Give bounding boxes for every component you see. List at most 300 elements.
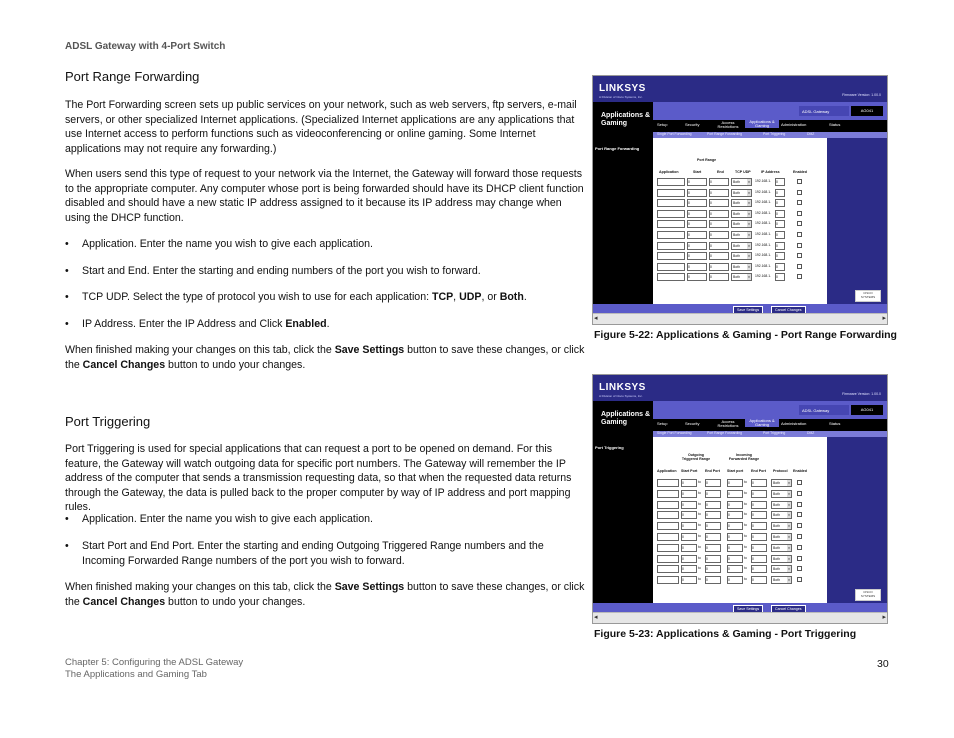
chevron-down-icon: ▾ — [748, 180, 750, 184]
cisco-logo: CISCO SYSTEMS — [855, 290, 881, 302]
forward-end-input[interactable]: 0 — [751, 522, 767, 530]
to-label: to — [744, 501, 747, 506]
column-header: IP Address — [761, 170, 780, 174]
subtab-port-triggering[interactable]: Port Triggering — [763, 132, 786, 136]
scroll-left-icon[interactable]: ◂ — [594, 315, 598, 322]
column-header: Enabled — [793, 469, 807, 473]
tab-setup[interactable]: Setup — [657, 122, 668, 127]
chevron-down-icon: ▾ — [788, 481, 790, 485]
tab-security[interactable]: Security — [685, 122, 700, 127]
trigger-start-input[interactable]: 0 — [681, 479, 697, 487]
trigger-end-input[interactable]: 0 — [705, 479, 721, 487]
ip-prefix: 192.168.1. — [755, 221, 772, 226]
save-settings-button[interactable]: Save Settings — [733, 306, 763, 314]
chevron-down-icon: ▾ — [788, 567, 790, 572]
enabled-checkbox[interactable] — [797, 253, 802, 258]
enabled-checkbox[interactable] — [797, 512, 802, 517]
application-name-input[interactable] — [657, 565, 679, 573]
enabled-checkbox[interactable] — [797, 502, 802, 507]
application-name-input[interactable] — [657, 189, 685, 197]
end-port-input[interactable]: 0 — [709, 210, 729, 218]
model-number: AG041 — [851, 106, 883, 116]
trigger-end-input[interactable]: 0 — [705, 555, 721, 563]
table-row — [657, 522, 807, 530]
protocol-select[interactable]: Both ▾ — [771, 576, 792, 584]
sidebar — [593, 138, 653, 304]
protocol-select[interactable]: Both ▾ — [731, 263, 752, 271]
forward-start-input[interactable]: 0 — [727, 565, 743, 573]
protocol-select[interactable]: Both ▾ — [771, 522, 792, 530]
screenshot-port-triggering — [592, 374, 888, 624]
table-row — [657, 220, 807, 228]
subtab-dmz[interactable]: DMZ — [807, 132, 815, 136]
bullet-item — [65, 237, 585, 252]
form-area — [653, 138, 817, 304]
section-label-box — [593, 401, 653, 437]
table-row — [657, 490, 807, 498]
to-label: to — [744, 512, 747, 517]
to-label: to — [744, 490, 747, 495]
horizontal-scrollbar[interactable] — [593, 313, 887, 324]
trigger-end-input[interactable]: 0 — [705, 576, 721, 584]
start-port-input[interactable]: 0 — [687, 178, 707, 186]
paragraph: When finished making your changes on this tab, click the Save Settings button to save these changes, or click the Cancel Changes button to undo your changes. — [65, 344, 585, 371]
figure-caption: Figure 5-22: Applications & Gaming - Port Range Forwarding — [594, 329, 897, 341]
tab-applications-gaming[interactable]: Applications & Gaming — [745, 419, 779, 427]
enabled-checkbox[interactable] — [797, 264, 802, 269]
cisco-logo: CISCO SYSTEMS — [855, 589, 881, 601]
logo-subtitle: A Division of Cisco Systems, Inc. — [599, 394, 643, 398]
section-label: Applications & Gaming — [601, 411, 651, 426]
trigger-start-input[interactable]: 0 — [681, 544, 697, 552]
ip-prefix: 192.168.1. — [755, 200, 772, 205]
column-header: Application — [659, 170, 679, 174]
sidebar-label: Port Range Forwarding — [595, 146, 640, 151]
application-name-input[interactable] — [657, 490, 679, 498]
subtab-dmz[interactable]: DMZ — [807, 431, 815, 435]
ip-prefix: 192.168.1. — [755, 253, 772, 258]
enabled-checkbox[interactable] — [797, 523, 802, 528]
ip-last-octet-input[interactable]: 0 — [775, 242, 785, 250]
to-label: to — [698, 490, 701, 495]
tab-security[interactable]: Security — [685, 421, 700, 426]
bullet-item — [65, 290, 585, 305]
column-header: Start port — [727, 469, 744, 473]
group-label: Port Range — [697, 158, 717, 162]
ip-last-octet-input[interactable]: 0 — [775, 231, 785, 239]
application-name-input[interactable] — [657, 511, 679, 519]
application-name-input[interactable] — [657, 252, 685, 260]
screenshot-port-range-forwarding — [592, 75, 888, 325]
subtab-single-port-forwarding[interactable]: Single Port Forwarding — [657, 132, 692, 136]
table-row — [657, 199, 807, 207]
trigger-start-input[interactable]: 0 — [681, 576, 697, 584]
model-number: AG041 — [851, 405, 883, 415]
to-label: to — [744, 523, 747, 528]
protocol-select[interactable]: Both ▾ — [731, 199, 752, 207]
to-label: to — [744, 566, 747, 571]
sidebar-label: Port Triggering — [595, 445, 624, 450]
start-port-input[interactable]: 0 — [687, 231, 707, 239]
chevron-down-icon: ▾ — [748, 264, 750, 269]
end-port-input[interactable]: 0 — [709, 273, 729, 281]
chevron-down-icon: ▾ — [788, 535, 790, 539]
table-row — [657, 242, 807, 250]
ip-last-octet-input[interactable]: 0 — [775, 178, 785, 186]
trigger-end-input[interactable]: 0 — [705, 533, 721, 541]
protocol-select[interactable]: Both ▾ — [731, 252, 752, 260]
to-label: to — [698, 566, 701, 571]
ip-prefix: 192.168.1. — [755, 242, 772, 247]
column-header: Start — [693, 170, 702, 174]
table-row — [657, 273, 807, 281]
forward-end-input[interactable]: 0 — [751, 533, 767, 541]
tab-administration[interactable]: Administration — [781, 122, 807, 127]
paragraph: Port Triggering is used for special applications that can request a port to be opened on demand. For this feature, the Gateway will watch outgoing data for specific port numbers. The Gateway will remember the IP address of the computer that sends a transmission requesting data, so that when the requested data returns through the Gateway, the data is pulled back to the proper computer by way of IP address and port mapping rules. — [65, 443, 572, 514]
ip-prefix: 192.168.1. — [755, 179, 772, 183]
page-number: 30 — [877, 658, 889, 670]
chevron-down-icon: ▾ — [748, 211, 750, 216]
chevron-down-icon: ▾ — [788, 513, 790, 518]
chevron-down-icon: ▾ — [788, 491, 790, 496]
application-name-input[interactable] — [657, 479, 679, 487]
chevron-down-icon: ▾ — [788, 545, 790, 550]
section-title-port-range-forwarding: Port Range Forwarding — [65, 69, 200, 84]
table-row — [657, 576, 807, 584]
end-port-input[interactable]: 0 — [709, 178, 729, 186]
chevron-down-icon: ▾ — [748, 190, 750, 195]
trigger-end-input[interactable]: 0 — [705, 511, 721, 519]
bullet-text: Start Port and End Port. Enter the starting and ending Outgoing Triggered Range numbers and the Incoming Forwarded Range numbers of the port you wish to forward. — [82, 540, 544, 567]
to-label: to — [698, 555, 701, 560]
to-label: to — [744, 480, 747, 484]
start-port-input[interactable]: 0 — [687, 273, 707, 281]
subtab-port-range-forwarding[interactable]: Port Range Forwarding — [707, 132, 743, 136]
to-label: to — [698, 523, 701, 528]
ip-prefix: 192.168.1. — [755, 232, 772, 236]
application-name-input[interactable] — [657, 210, 685, 218]
start-port-input[interactable]: 0 — [687, 252, 707, 260]
protocol-select[interactable]: Both ▾ — [731, 231, 752, 239]
protocol-select[interactable]: Both ▾ — [731, 273, 752, 281]
end-port-input[interactable]: 0 — [709, 199, 729, 207]
to-label: to — [698, 480, 701, 484]
bullet-item — [65, 317, 585, 332]
cancel-changes-button[interactable]: Cancel Changes — [771, 605, 806, 613]
application-name-input[interactable] — [657, 263, 685, 271]
protocol-select[interactable]: Both ▾ — [771, 479, 792, 487]
ip-last-octet-input[interactable]: 0 — [775, 252, 785, 260]
to-label: to — [744, 577, 747, 582]
to-label: to — [698, 544, 701, 549]
bullet-item — [65, 539, 585, 568]
forward-end-input[interactable]: 0 — [751, 555, 767, 563]
bullet-text: Start and End. Enter the starting and ending numbers of the port you wish to forward. — [82, 265, 481, 277]
chevron-down-icon: ▾ — [788, 502, 790, 507]
enabled-checkbox[interactable] — [797, 200, 802, 205]
protocol-select[interactable]: Both ▾ — [771, 490, 792, 498]
application-name-input[interactable] — [657, 231, 685, 239]
application-name-input[interactable] — [657, 522, 679, 530]
main-tabs — [653, 419, 887, 431]
table-row — [657, 252, 807, 260]
ip-last-octet-input[interactable]: 0 — [775, 273, 785, 281]
right-panel — [817, 437, 887, 603]
enabled-checkbox[interactable] — [797, 274, 802, 279]
scroll-right-icon[interactable]: ▸ — [882, 315, 886, 322]
protocol-select[interactable]: Both ▾ — [771, 501, 792, 509]
forward-end-input[interactable]: 0 — [751, 479, 767, 487]
forward-end-input[interactable]: 0 — [751, 565, 767, 573]
protocol-select[interactable]: Both ▾ — [731, 220, 752, 228]
application-name-input[interactable] — [657, 544, 679, 552]
running-header: ADSL Gateway with 4-Port Switch — [65, 41, 226, 52]
trigger-start-input[interactable]: 0 — [681, 555, 697, 563]
section-label-box — [593, 102, 653, 138]
forward-start-input[interactable]: 0 — [727, 544, 743, 552]
forward-end-input[interactable]: 0 — [751, 544, 767, 552]
forward-start-input[interactable]: 0 — [727, 576, 743, 584]
application-name-input[interactable] — [657, 501, 679, 509]
enabled-checkbox[interactable] — [797, 566, 802, 571]
end-port-input[interactable]: 0 — [709, 242, 729, 250]
bullet-icon: • — [65, 291, 69, 303]
table-row — [657, 231, 807, 239]
ip-prefix: 192.168.1. — [755, 274, 772, 279]
enabled-checkbox[interactable] — [797, 211, 802, 216]
cancel-changes-button[interactable]: Cancel Changes — [771, 306, 806, 314]
forward-end-input[interactable]: 0 — [751, 490, 767, 498]
forward-start-input[interactable]: 0 — [727, 511, 743, 519]
enabled-checkbox[interactable] — [797, 534, 802, 539]
firmware-version: Firmware Version: 1.00.0 — [842, 392, 881, 396]
tab-access-restrictions[interactable]: Access Restrictions — [717, 120, 739, 129]
section-title-port-triggering: Port Triggering — [65, 414, 151, 429]
bullet-icon: • — [65, 318, 69, 330]
table-row — [657, 501, 807, 509]
enabled-checkbox[interactable] — [797, 577, 802, 582]
forward-start-input[interactable]: 0 — [727, 501, 743, 509]
protocol-select[interactable]: Both ▾ — [731, 210, 752, 218]
trigger-end-input[interactable]: 0 — [705, 490, 721, 498]
paragraph: When users send this type of request to your network via the Internet, the Gateway will forward those requests to the appropriate computer. Any computer whose port is being forwarded should have its DHCP client function disabled and should have a new static IP address assigned to it because its IP address may change when using the DHCP function. — [65, 168, 584, 224]
to-label: to — [698, 501, 701, 506]
application-name-input[interactable] — [657, 220, 685, 228]
bullet-icon: • — [65, 513, 69, 525]
subtab-single-port-forwarding[interactable]: Single Port Forwarding — [657, 431, 692, 435]
chevron-down-icon: ▾ — [748, 275, 750, 280]
enabled-checkbox[interactable] — [797, 190, 802, 195]
enabled-checkbox[interactable] — [797, 232, 802, 237]
application-name-input[interactable] — [657, 533, 679, 541]
end-port-input[interactable]: 0 — [709, 231, 729, 239]
start-port-input[interactable]: 0 — [687, 189, 707, 197]
tab-setup[interactable]: Setup — [657, 421, 668, 426]
product-name: ADSL Gateway — [799, 405, 849, 415]
start-port-input[interactable]: 0 — [687, 263, 707, 271]
bullet-text: Application. Enter the name you wish to give each application. — [82, 513, 373, 525]
logo-subtitle: A Division of Cisco Systems, Inc. — [599, 95, 643, 99]
footer-chapter: Chapter 5: Configuring the ADSL Gateway — [65, 657, 244, 668]
form-area — [653, 437, 817, 603]
forward-end-input[interactable]: 0 — [751, 511, 767, 519]
protocol-select[interactable]: Both ▾ — [771, 555, 792, 563]
application-name-input[interactable] — [657, 242, 685, 250]
scroll-right-icon[interactable]: ▸ — [882, 614, 886, 621]
trigger-start-input[interactable]: 0 — [681, 522, 697, 530]
right-panel — [817, 138, 887, 304]
enabled-checkbox[interactable] — [797, 491, 802, 496]
ip-last-octet-input[interactable]: 0 — [775, 210, 785, 218]
application-name-input[interactable] — [657, 178, 685, 186]
bullet-item — [65, 264, 585, 279]
trigger-start-input[interactable]: 0 — [681, 490, 697, 498]
forward-start-input[interactable]: 0 — [727, 533, 743, 541]
forward-start-input[interactable]: 0 — [727, 490, 743, 498]
chevron-down-icon: ▾ — [748, 233, 750, 237]
end-port-input[interactable]: 0 — [709, 263, 729, 271]
forward-end-input[interactable]: 0 — [751, 576, 767, 584]
enabled-checkbox[interactable] — [797, 556, 802, 561]
protocol-select[interactable]: Both ▾ — [771, 565, 792, 573]
ip-last-octet-input[interactable]: 0 — [775, 263, 785, 271]
table-row — [657, 533, 807, 541]
save-settings-button[interactable]: Save Settings — [733, 605, 763, 613]
chevron-down-icon: ▾ — [788, 524, 790, 529]
table-row — [657, 544, 807, 552]
main-tabs — [653, 120, 887, 132]
trigger-end-input[interactable]: 0 — [705, 501, 721, 509]
column-header: End Port — [705, 469, 720, 473]
tab-status[interactable]: Status — [829, 122, 841, 127]
enabled-checkbox[interactable] — [797, 545, 802, 550]
subtab-port-range-forwarding[interactable]: Port Range Forwarding — [707, 431, 743, 435]
enabled-checkbox[interactable] — [797, 243, 802, 248]
bullet-icon: • — [65, 265, 69, 277]
end-port-input[interactable]: 0 — [709, 252, 729, 260]
trigger-end-input[interactable]: 0 — [705, 544, 721, 552]
ip-prefix: 192.168.1. — [755, 189, 772, 194]
tab-administration[interactable]: Administration — [781, 421, 807, 426]
bullet-text: Application. Enter the name you wish to give each application. — [82, 238, 373, 250]
table-row — [657, 210, 807, 218]
paragraph: When finished making your changes on this tab, click the Save Settings button to save these changes, or click the Cancel Changes button to undo your changes. — [65, 581, 585, 608]
column-header: TCP UDP — [735, 170, 751, 174]
enabled-checkbox[interactable] — [797, 221, 802, 226]
bullet-text: IP Address. Enter the IP Address and Click Enabled. — [82, 318, 330, 330]
protocol-select[interactable]: Both ▾ — [771, 544, 792, 552]
chevron-down-icon: ▾ — [788, 578, 790, 583]
enabled-checkbox[interactable] — [797, 179, 802, 184]
application-name-input[interactable] — [657, 273, 685, 281]
bullet-icon: • — [65, 238, 69, 250]
to-label: to — [744, 544, 747, 549]
chevron-down-icon: ▾ — [748, 243, 750, 248]
protocol-select[interactable]: Both ▾ — [731, 178, 752, 186]
trigger-end-input[interactable]: 0 — [705, 565, 721, 573]
application-name-input[interactable] — [657, 199, 685, 207]
trigger-start-input[interactable]: 0 — [681, 511, 697, 519]
section-label: Applications & Gaming — [601, 112, 651, 127]
tab-status[interactable]: Status — [829, 421, 841, 426]
start-port-input[interactable]: 0 — [687, 210, 707, 218]
chevron-down-icon: ▾ — [748, 254, 750, 259]
forward-start-input[interactable]: 0 — [727, 522, 743, 530]
firmware-version: Firmware Version: 1.00.0 — [842, 93, 881, 97]
table-row — [657, 178, 807, 186]
tab-applications-gaming[interactable]: Applications & Gaming — [745, 120, 779, 128]
to-label: to — [698, 577, 701, 582]
ip-prefix: 192.168.1. — [755, 263, 772, 268]
bullet-item — [65, 512, 585, 527]
protocol-select[interactable]: Both ▾ — [771, 533, 792, 541]
column-header: Application — [657, 469, 677, 473]
ip-last-octet-input[interactable]: 0 — [775, 220, 785, 228]
forward-start-input[interactable]: 0 — [727, 479, 743, 487]
end-port-input[interactable]: 0 — [709, 220, 729, 228]
table-row — [657, 479, 807, 487]
forward-start-input[interactable]: 0 — [727, 555, 743, 563]
table-row — [657, 565, 807, 573]
column-header: Protocol — [773, 469, 788, 473]
start-port-input[interactable]: 0 — [687, 242, 707, 250]
sidebar — [593, 437, 653, 603]
protocol-select[interactable]: Both ▾ — [731, 189, 752, 197]
to-label: to — [744, 555, 747, 560]
figure-caption: Figure 5-23: Applications & Gaming - Port Triggering — [594, 628, 857, 640]
column-header: Start Port — [681, 469, 698, 473]
chevron-down-icon: ▾ — [788, 556, 790, 561]
forward-end-input[interactable]: 0 — [751, 501, 767, 509]
protocol-select[interactable]: Both ▾ — [771, 511, 792, 519]
start-port-input[interactable]: 0 — [687, 199, 707, 207]
application-name-input[interactable] — [657, 576, 679, 584]
table-row — [657, 189, 807, 197]
tab-access-restrictions[interactable]: Access Restrictions — [717, 419, 739, 428]
table-row — [657, 263, 807, 271]
column-header: End — [717, 170, 724, 174]
column-header: Enabled — [793, 170, 807, 174]
column-header: End Port — [751, 469, 766, 473]
ip-last-octet-input[interactable]: 0 — [775, 189, 785, 197]
trigger-end-input[interactable]: 0 — [705, 522, 721, 530]
product-name: ADSL Gateway — [799, 106, 849, 116]
ip-last-octet-input[interactable]: 0 — [775, 199, 785, 207]
end-port-input[interactable]: 0 — [709, 189, 729, 197]
linksys-logo: LINKSYS — [599, 83, 646, 94]
enabled-checkbox[interactable] — [797, 480, 802, 485]
to-label: to — [698, 512, 701, 517]
start-port-input[interactable]: 0 — [687, 220, 707, 228]
bullet-text: TCP UDP. Select the type of protocol you wish to use for each application: TCP, UDP, or Both. — [82, 291, 527, 303]
trigger-start-input[interactable]: 0 — [681, 501, 697, 509]
chevron-down-icon: ▾ — [748, 222, 750, 227]
table-row — [657, 511, 807, 519]
group-label: Incoming Forwarded Range — [728, 453, 760, 461]
application-name-input[interactable] — [657, 555, 679, 563]
horizontal-scrollbar[interactable] — [593, 612, 887, 623]
subtab-port-triggering[interactable]: Port Triggering — [763, 431, 786, 435]
ip-prefix: 192.168.1. — [755, 210, 772, 215]
scroll-left-icon[interactable]: ◂ — [594, 614, 598, 621]
table-row — [657, 555, 807, 563]
to-label: to — [744, 534, 747, 538]
protocol-select[interactable]: Both ▾ — [731, 242, 752, 250]
to-label: to — [698, 534, 701, 538]
trigger-start-input[interactable]: 0 — [681, 565, 697, 573]
trigger-start-input[interactable]: 0 — [681, 533, 697, 541]
footer-section: The Applications and Gaming Tab — [65, 669, 207, 680]
